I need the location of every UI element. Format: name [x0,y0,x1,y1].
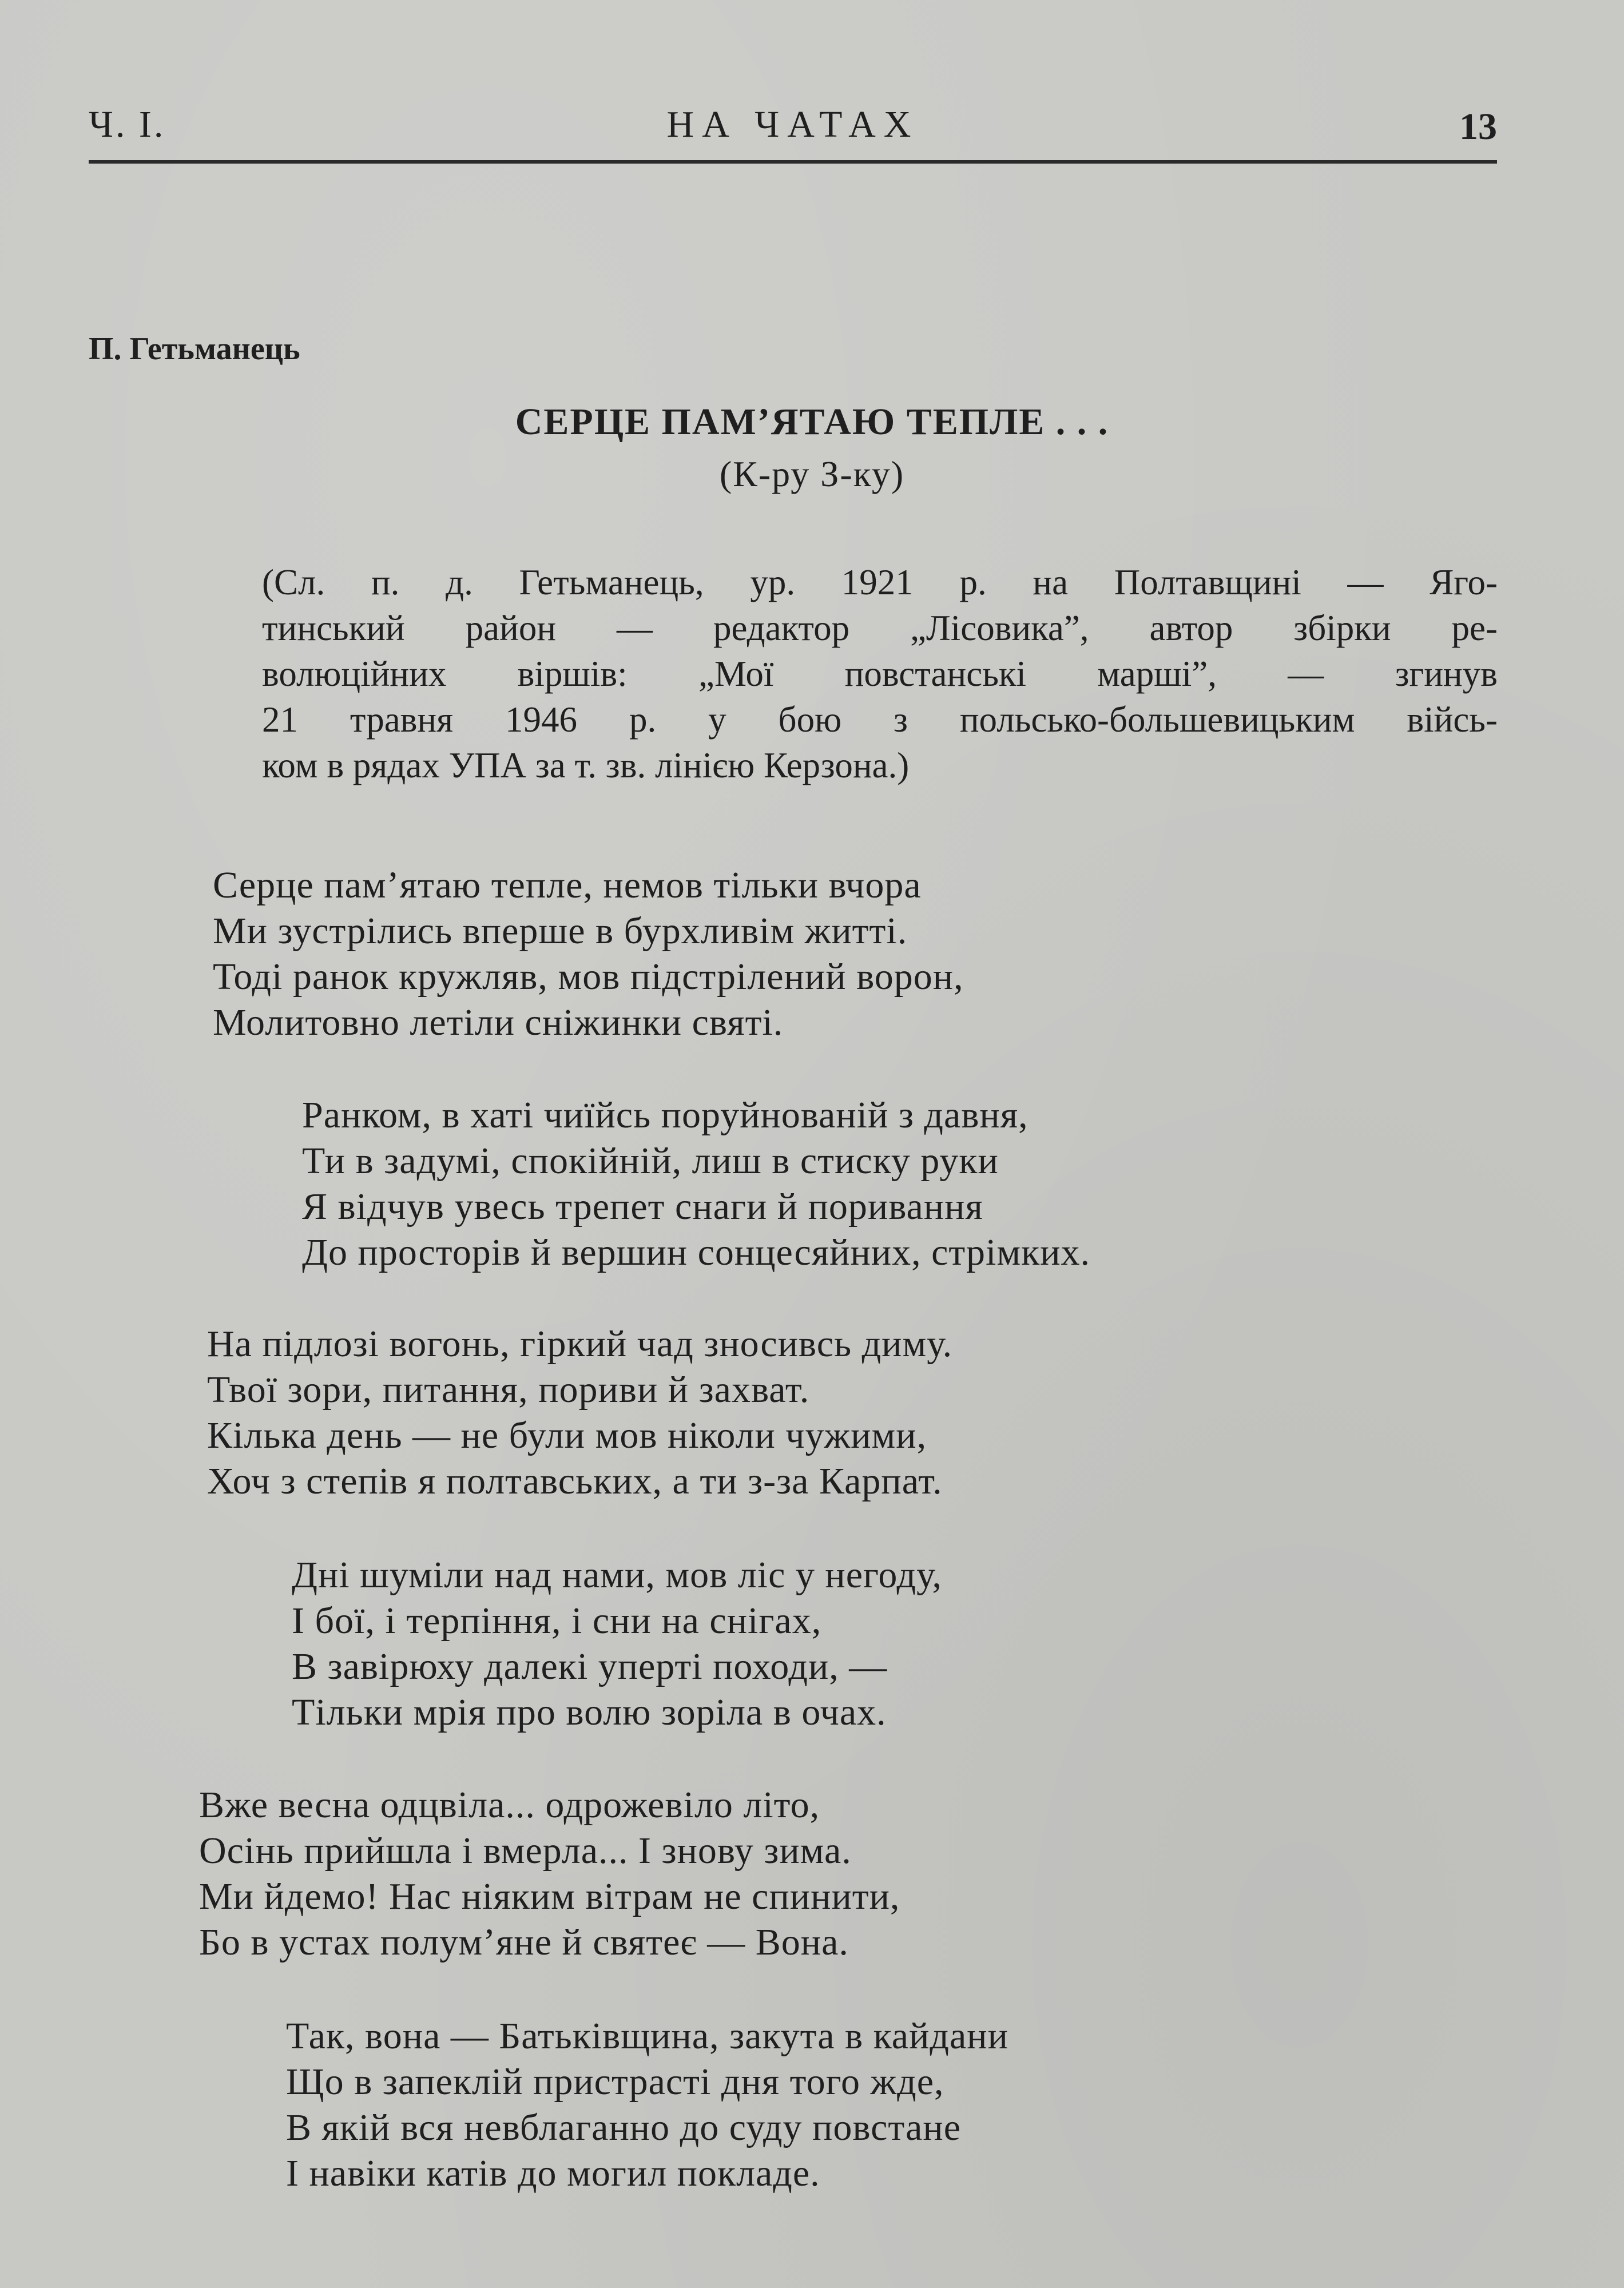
verse-line: В завірюху далекі уперті походи, — [292,1646,888,1687]
verse-line: Що в запеклій пристрасті дня того жде, [286,2061,944,2103]
verse-line: Ми йдемо! Нас ніяким вітрам не спинити, [199,1876,900,1917]
verse-line: Так, вона — Батьківщина, закута в кайдани [286,2015,1008,2057]
stanza [292,1552,942,1735]
verse-line: Тільки мрія про волю зоріла в очах. [292,1691,887,1733]
bio-line: ком в рядах УПА за т. зв. лінією Керзона.) [262,745,910,785]
verse-line: Ми зустрілись вперше в бурхливім житті. [213,910,908,952]
stanza [207,1321,952,1504]
verse-line: Бо в устах полум’яне й святеє — Вона. [199,1921,849,1963]
verse-line: В якій вся невблаганно до суду повстане [286,2107,961,2148]
poem-title: СЕРЦЕ ПАМ’ЯТАЮ ТЕПЛЕ . . . [515,401,1109,443]
poem-author: П. Гетьманець [89,331,300,367]
verse-line: Твої зори, питання, пориви й захват. [207,1369,810,1411]
bio-line: тинський район — редактор „Лісовика”, автор збірки ре- [262,608,1498,648]
part-number: Ч. І. [89,104,166,145]
verse-line: Ранком, в хаті чиїйсь поруйнованій з давня, [302,1094,1029,1136]
verse-line: Ти в задумі, спокійній, лиш в стиску руки [302,1140,999,1182]
verse-line: На підлозі вогонь, гіркий чад зносивсь диму. [207,1323,953,1365]
page-number: 13 [1459,106,1497,148]
verse-line: Осінь прийшла і вмерла... І знову зима. [199,1830,852,1872]
stanza [286,2013,1008,2196]
verse-line: Кілька день — не були мов ніколи чужими, [207,1415,927,1456]
verse-line: Хоч з степів я полтавських, а ти з-за Карпат. [207,1460,943,1502]
verse-line: Тоді ранок кружляв, мов підстрілений ворон, [213,956,964,998]
poem-dedication: (К-ру З-ку) [719,454,905,494]
bio-line: волюційних віршів: „Мої повстанські марші”, — згинув [262,654,1498,694]
verse-line: До просторів й вершин сонцесяйних, стрімких. [302,1232,1091,1273]
bio-line: (Сл. п. д. Гетьманець, ур. 1921 р. на Полтавщині — Яго- [262,562,1498,602]
verse-line: Молитовно летіли сніжинки святі. [213,1002,784,1043]
journal-title: НА ЧАТАХ [666,104,919,145]
stanza [213,863,964,1046]
verse-line: Серце пам’ятаю тепле, немов тільки вчора [213,864,922,906]
verse-line: Я відчув увесь трепет снаги й поривання [302,1186,983,1228]
verse-line: Дні шуміли над нами, мов ліс у негоду, [292,1554,942,1596]
stanza [302,1093,1090,1276]
verse-line: Вже весна одцвіла... одрожевіло літо, [199,1784,820,1826]
bio-line: 21 травня 1946 р. у бою з польсько-большевицьким війсь- [262,700,1498,740]
verse-line: І бої, і терпіння, і сни на снігах, [292,1600,822,1642]
stanza [199,1782,900,1965]
verse-line: І навіки катів до могил покладе. [286,2152,820,2194]
